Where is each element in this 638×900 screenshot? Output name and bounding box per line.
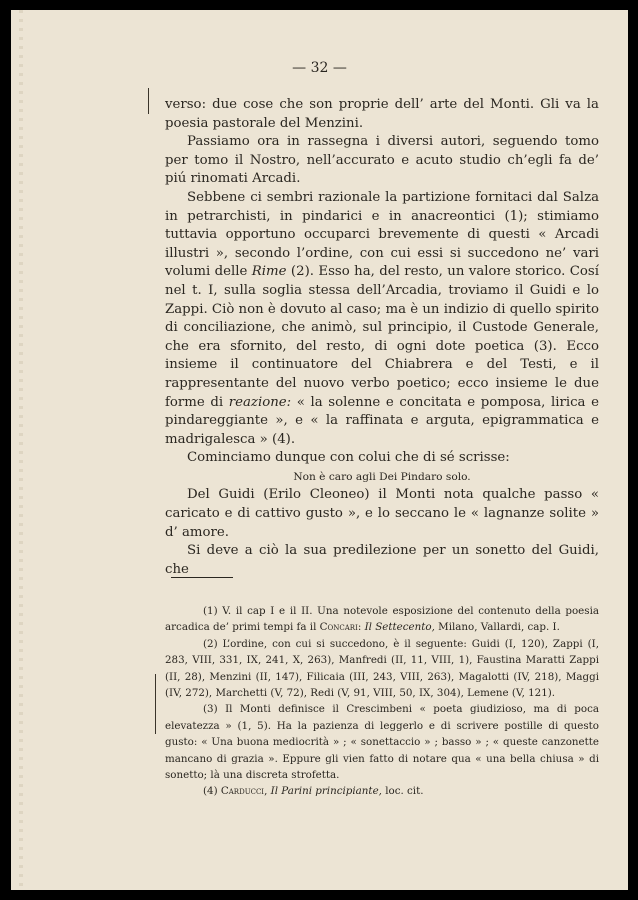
italic-term: Rime: [251, 264, 287, 280]
text-run: (1) V. il cap I e il II. Una notevole esposizione del contenuto della poesia arcadica de’ primi tempi fa il: [165, 605, 599, 634]
paragraph: [165, 189, 599, 449]
margin-pencil-mark: [148, 88, 149, 114]
text-run: Milano, Vallardi, cap. I.: [438, 621, 560, 634]
work-title: Il Parini principiante,: [270, 785, 382, 798]
paragraph: Del Guidi (Erilo Cleoneo) il Monti nota qualche passo « caricato e di cattivo gusto », e lo seccano le « lagnanze solite » d’ amore.: [165, 487, 599, 540]
footnote: (3) Il Monti definisce il Crescimbeni « poeta giudizioso, ma di poca elevatezza » (1, 5). Ha la pazienza di leggerlo e di scrivere postille di questo gusto: « Una buona mediocrità » ; « sonettaccio » ; basso » ; « queste canzonette mancano di grazia ». Eppure gli vien fatto di notare qua « una bella chiusa » di sonetto; là una discreta strofetta.: [165, 703, 599, 782]
page-number: — 32 —: [292, 60, 347, 76]
text-run: loc. cit.: [385, 785, 424, 798]
author-name: Concari: [319, 621, 358, 634]
work-title: Il Settecento,: [364, 621, 435, 634]
margin-pencil-mark: [155, 674, 156, 734]
binding-edge: [19, 10, 23, 890]
verse-quotation: Non è caro agli Dei Pindaro solo.: [293, 470, 471, 483]
text-run: « la solenne e concitata e pomposa, lirica e pindareggiante », e « la raffinata e arguta, epigrammatica e madrigalesca » (4).: [165, 394, 599, 447]
footnote: (1) V. il cap I e il II. Una notevole esposizione del contenuto della poesia arcadica de’ primi tempi fa il Concari: Il Settecento, Milano, Vallardi, cap. I.: [165, 605, 599, 634]
footnote-separator: [171, 577, 233, 578]
paragraph: Si deve a ciò la sua predilezione per un sonetto del Guidi, che: [165, 543, 599, 577]
book-page: [11, 10, 628, 890]
footnote: [165, 783, 599, 799]
footnotes: [165, 603, 599, 800]
paragraph: Passiamo ora in rassegna i diversi autori, seguendo tomo per tomo il Nostro, nell’accurato e acuto studio ch’egli fa de’ piú rinomati Arcadi.: [165, 134, 599, 187]
paragraph: verso: due cose che son proprie dell’ arte del Monti. Gli va la poesia pastorale del Menzini.: [165, 97, 599, 131]
text-run: (2). Esso ha, del resto, un valore storico. Cosí nel t. I, sulla soglia stessa dell’Arcadia, troviamo il Guidi e lo Zappi. Ciò non è dovuto al caso; ma è un indizio di quello spirito di conciliazione, che animò, sul principio, il Custode Generale, che era sfornito, del resto, di ogni dote poetica (3). Ecco insieme il continuatore del Chiabrera e del Testi, e il rappresentante del nuovo verbo poetico; ecco insieme le due forme di: [165, 264, 600, 410]
text-run: (4): [203, 785, 218, 798]
main-text: [165, 96, 599, 579]
italic-term: reazione:: [228, 394, 292, 410]
text-run: Sebbene ci sembri razionale la partizione fornitaci dal Salza in petrarchisti, in pindarici e in anacreontici (1); stimiamo tuttavia opportuno occuparci brevemente di questi « Arcadi illustri », secondo l’ordine, con cui essi si succedono ne’ vari volumi delle: [165, 189, 599, 280]
author-name: Carducci,: [220, 785, 268, 798]
footnote: (2) L’ordine, con cui si succedono, è il seguente: Guidi (I, 120), Zappi (I, 283, VIII, 331, IX, 241, X, 263), Manfredi (II, 11, VIII, 1), Faustina Maratti Zappi (II, 28), Menzini (II, 147), Filicaia (III, 243, VIII, 263), Magalotti (IV, 218), Maggi (IV, 272), Marchetti (V, 72), Redi (V, 91, VIII, 50, IX, 304), Lemene (V, 121).: [165, 637, 599, 700]
paragraph: Cominciamo dunque con colui che di sé scrisse:: [187, 450, 510, 466]
